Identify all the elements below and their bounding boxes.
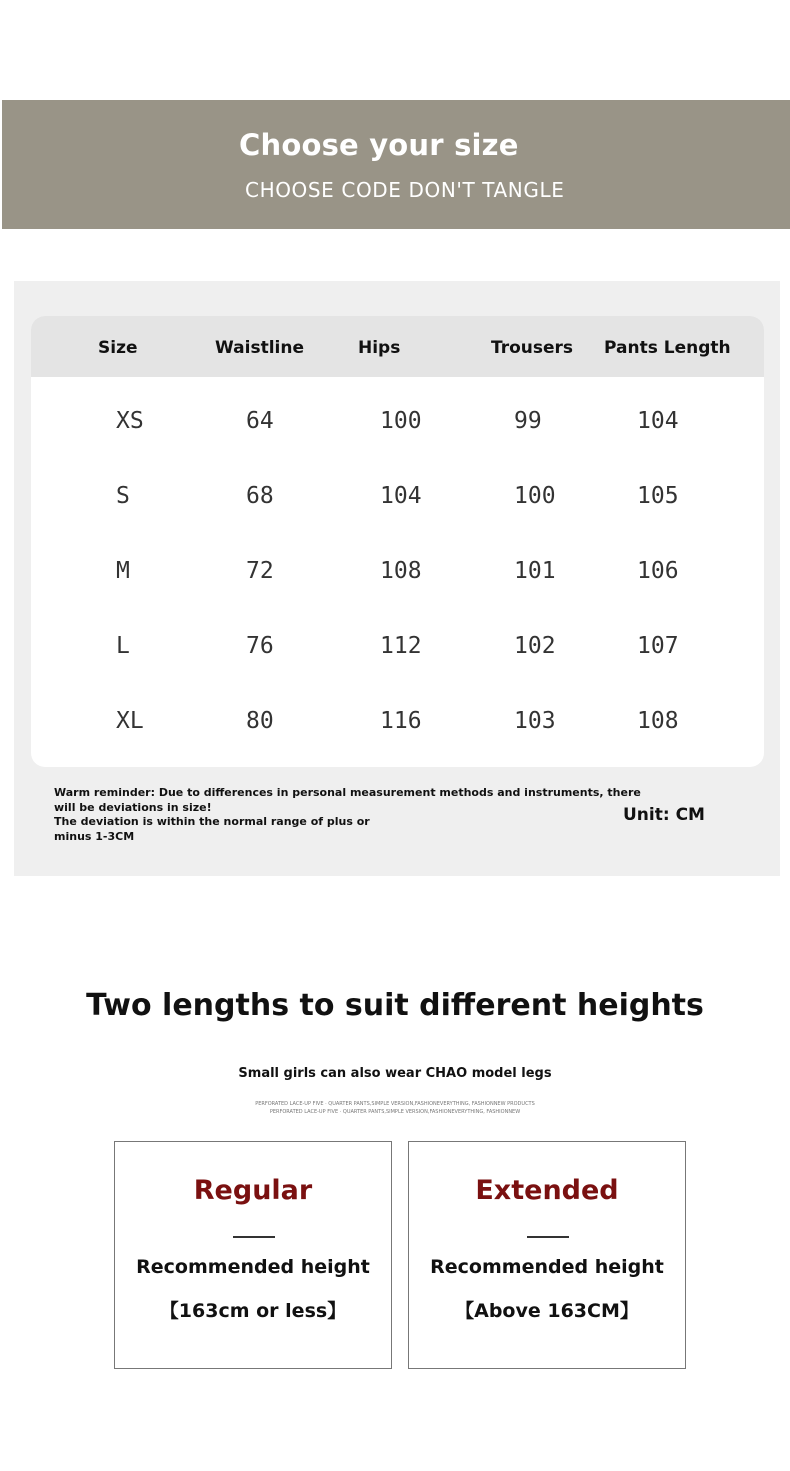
divider	[527, 1236, 569, 1238]
cell-hips: 116	[380, 708, 422, 734]
size-table-header	[31, 316, 764, 377]
size-banner	[2, 100, 790, 229]
option-recommend-label: Recommended height	[430, 1256, 664, 1278]
reminder-line: Warm reminder: Due to differences in personal measurement methods and instruments, there	[54, 786, 641, 799]
cell-waistline: 80	[246, 708, 274, 734]
cell-trousers: 100	[514, 483, 556, 509]
table-row	[31, 633, 764, 693]
divider	[233, 1236, 275, 1238]
reminder-line: The deviation is within the normal range of plus or	[54, 815, 370, 828]
cell-waistline: 72	[246, 558, 274, 584]
table-row	[31, 708, 764, 767]
reminder-line: minus 1-3CM	[54, 829, 135, 843]
size-chart-panel	[14, 281, 780, 876]
cell-pants-length: 108	[637, 708, 679, 734]
cell-pants-length: 104	[637, 408, 679, 434]
header-pants-length: Pants Length	[604, 338, 731, 358]
lengths-title: Two lengths to suit different heights	[86, 988, 704, 1023]
option-height-range: 【Above 163CM】	[455, 1300, 639, 1322]
banner-subtitle: CHOOSE CODE DON'T TANGLE	[245, 178, 565, 202]
cell-hips: 112	[380, 633, 422, 659]
cell-size: L	[116, 633, 130, 659]
reminder-line: will be deviations in size!	[54, 800, 212, 814]
header-hips: Hips	[358, 338, 401, 358]
cell-waistline: 76	[246, 633, 274, 659]
cell-waistline: 68	[246, 483, 274, 509]
fine-print: PERFORATED LACE-UP FIVE · QUARTER PANTS,SIMPLE VERSION,FASHIONEVERYTHING, FASHIONNEW PRODUCTS	[255, 1101, 535, 1107]
length-option-extended	[408, 1141, 686, 1369]
table-row	[31, 483, 764, 543]
cell-size: XS	[116, 408, 144, 434]
header-size: Size	[98, 338, 138, 358]
warm-reminder	[54, 786, 641, 844]
table-row	[31, 558, 764, 618]
cell-size: XL	[116, 708, 144, 734]
header-trousers: Trousers	[491, 338, 574, 358]
cell-hips: 108	[380, 558, 422, 584]
table-row	[31, 408, 764, 468]
cell-trousers: 102	[514, 633, 556, 659]
cell-hips: 104	[380, 483, 422, 509]
unit-label: Unit: CM	[623, 805, 705, 825]
option-name: Extended	[475, 1175, 619, 1206]
cell-hips: 100	[380, 408, 422, 434]
cell-size: S	[116, 483, 130, 509]
option-name: Regular	[193, 1175, 313, 1206]
cell-pants-length: 107	[637, 633, 679, 659]
option-recommend-label: Recommended height	[136, 1256, 370, 1278]
header-waistline: Waistline	[215, 338, 304, 358]
cell-trousers: 101	[514, 558, 556, 584]
banner-title: Choose your size	[239, 128, 519, 162]
cell-trousers: 103	[514, 708, 556, 734]
lengths-subtitle: Small girls can also wear CHAO model legs	[238, 1066, 552, 1081]
cell-pants-length: 105	[637, 483, 679, 509]
cell-size: M	[116, 558, 130, 584]
size-table	[31, 316, 764, 767]
option-height-range: 【163cm or less】	[159, 1300, 347, 1322]
cell-waistline: 64	[246, 408, 274, 434]
cell-pants-length: 106	[637, 558, 679, 584]
cell-trousers: 99	[514, 408, 542, 434]
fine-print: PERFORATED LACE-UP FIVE · QUARTER PANTS,SIMPLE VERSION,FASHIONEVERYTHING, FASHIONNEW	[269, 1109, 521, 1115]
length-option-regular	[114, 1141, 392, 1369]
